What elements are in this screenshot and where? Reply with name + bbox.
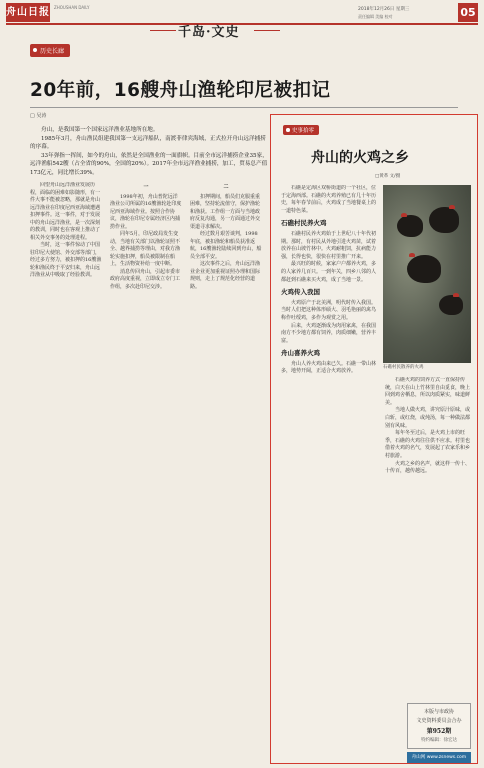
sidebar-right-column	[385, 377, 471, 717]
newspaper-logo: 舟山日报	[6, 3, 50, 22]
stamp-line: 本版与市政协	[423, 709, 454, 715]
turkey-figure	[429, 207, 459, 233]
sidebar-title: 舟山的火鸡之乡	[311, 150, 409, 166]
body-paragraph: 后来，火鸡逐渐成为肉用家禽，在我国南方不少地方都有饲养，肉质细嫩，营养丰富。	[281, 322, 377, 344]
body-column-3	[190, 182, 262, 762]
lede-paragraph: 1985年3月，舟山渔民组建我国第一支远洋船队，南渡菲律宾海域，正式拉开舟山远洋捕捞的序幕。	[30, 135, 266, 151]
subheading: 火鸡传入我国	[281, 288, 320, 297]
subheading: 舟山喜养火鸡	[281, 349, 320, 358]
body-paragraph: 石礁村民养火鸡始于上世纪八十年代初期。那时，有村民从外地引进火鸡苗，试着放养在山坡竹林中。火鸡耐粗饲，抗病能力强，长得也快，很快在村里推广开来。	[281, 230, 377, 260]
stamp-editor: 特约编辑：徐宏达	[421, 738, 457, 743]
body-column-2	[110, 182, 182, 762]
website-badge[interactable]: 舟山网 www.zsnews.com	[407, 752, 471, 763]
section-title: 千岛·文史	[178, 25, 240, 40]
body-paragraph: 这次事件之后，舟山远洋渔业企业更加重视证照办理和国际规则，走上了规范化经营的道路。	[190, 261, 261, 290]
sidebar-tag: 史事拾零	[283, 125, 319, 135]
issue-date: 2018年12月26日 星期三	[358, 7, 410, 12]
section-rule-right	[254, 30, 280, 31]
section-number: 一	[143, 184, 149, 190]
stamp-issue: 第952期	[426, 728, 452, 735]
main-lede	[30, 126, 268, 178]
body-paragraph: 石礁是定海区双桥街道的一个社区，位于定海西部。石礁的火鸡养殖已有几十年历史，每年春节前后，火鸡成了当地餐桌上的一道特色菜。	[281, 185, 377, 214]
body-paragraph: 扣押期间，船员们克服重重困难，坚持轮流值守，保护渔轮和渔获。工作组一方面与当地政府反复沟通，另一方面通过外交渠道寻求解决。	[190, 193, 261, 230]
page-number: 05	[458, 3, 478, 22]
main-byline: □ 吴涛	[30, 113, 47, 119]
body-paragraph: 最兴旺的时候，家家户户都养火鸡，多的人家养几百只。一到年关，四乡八邻的人都赶到石礁来买火鸡，成了当地一景。	[281, 261, 377, 283]
headline-rule	[30, 107, 458, 108]
sidebar-left-column	[281, 185, 379, 743]
masthead	[6, 3, 478, 25]
body-paragraph: 1998年初，舟山普陀远洋渔业公司所属的16艘渔轮赴印度尼西亚海域作业。按照合作协议，渔轮在印尼专属经济区内捕捞作业。	[110, 193, 182, 230]
body-paragraph: 火鸡原产于北美洲，明代时传入我国。当时人们把这种体形硕大、羽毛艳丽的禽鸟称作吐绶鸡，多作为观赏之用。	[281, 299, 377, 321]
stamp-line: 文史资料委员会合办	[416, 718, 462, 724]
turkey-photo	[383, 185, 471, 363]
body-paragraph: 经过数月艰苦谈判，1998年底，被扣渔轮和船员获准返航，16艘渔轮陆续回到舟山，船员全部平安。	[190, 231, 262, 260]
section-number: 二	[223, 184, 229, 190]
turkey-figure	[439, 295, 463, 315]
sidebar-byline: □黄革 文/摄	[375, 174, 401, 179]
body-paragraph: 每年冬至过后，是火鸡上市的旺季，石礁的火鸡往往供不应求。村里也借着火鸡的名气，发展起了农家乐和乡村旅游。	[385, 430, 471, 459]
main-headline: 20年前，16艘舟山渔轮印尼被扣记	[30, 80, 331, 101]
lede-paragraph: 舟山，是我国第一个国家远洋渔业基地所在地。	[41, 127, 159, 133]
editors-line: 责任编辑 美编 校对	[358, 14, 393, 19]
main-article-tag: 历史长廊	[30, 44, 70, 57]
photo-caption: 石礁村民散养的火鸡	[383, 365, 424, 370]
body-paragraph: 当时，这一事件惊动了中国驻印尼大使馆、外交部等部门，经过多方努力，被扣押的16艘渔轮和渔民终于平安归来，舟山远洋渔业从中吸取了经验教训。	[30, 242, 102, 278]
body-paragraph: 当地人做火鸡，讲究原汁原味，或白斩，或红烧，或炖汤，每一种做法都别有风味。	[385, 407, 471, 429]
subheading: 石礁村民养火鸡	[281, 219, 327, 228]
column-stamp	[407, 703, 471, 749]
main-body	[30, 182, 268, 762]
sidebar-article	[270, 114, 478, 764]
body-paragraph: 舟山人养火鸡由来已久。石礁一带山林多，地势开阔，正适合火鸡放养。	[281, 360, 377, 375]
turkey-figure	[397, 215, 423, 237]
body-paragraph: 消息传回舟山，引起市委市政府高度重视，立即成立专门工作组，多次赴印尼交涉。	[110, 268, 181, 290]
body-column-1	[30, 182, 102, 762]
body-paragraph: 回望舟山远洋渔业发展历程，面临的困难如影随形，有一件大事不能被忽略，那就是舟山远洋渔业在印度尼西亚海域遭遇扣押事件。这一事件，对于发展中的舟山远洋渔业，是一次深刻的教训，同时也在客观上推动了相关外交事务的处理进程。	[30, 182, 101, 241]
logo-subtitle: ZHOUSHAN DAILY	[54, 5, 90, 10]
body-paragraph: 同年5月，印尼政局发生变动，当地有关部门以渔轮证照不全、越界捕捞等理由，对我方渔轮实施扣押，船员被限制在船上，生活物资补给一度中断。	[110, 231, 181, 267]
turkey-figure	[407, 255, 441, 283]
lede-paragraph: 33年弹指一挥间，如今的舟山，依然是全国渔业的一面旗帜。目前全市远洋捕捞企业35家，远洋渔船542艘（占全省的90%，全国的20%）。2017年全市远洋渔业捕捞，加工，贸易总产值173亿元，同比增长39%。	[30, 152, 268, 176]
section-rule-left	[150, 30, 176, 31]
body-paragraph: 石礁火鸡的饲养方式一直保持传统，白天在山上竹林里自由觅食，晚上回到鸡舍栖息，所以肉质紧实，味道鲜美。	[385, 377, 471, 406]
body-paragraph: 火鸡之乡的名声，就这样一传十、十传百，越传越远。	[385, 460, 471, 475]
